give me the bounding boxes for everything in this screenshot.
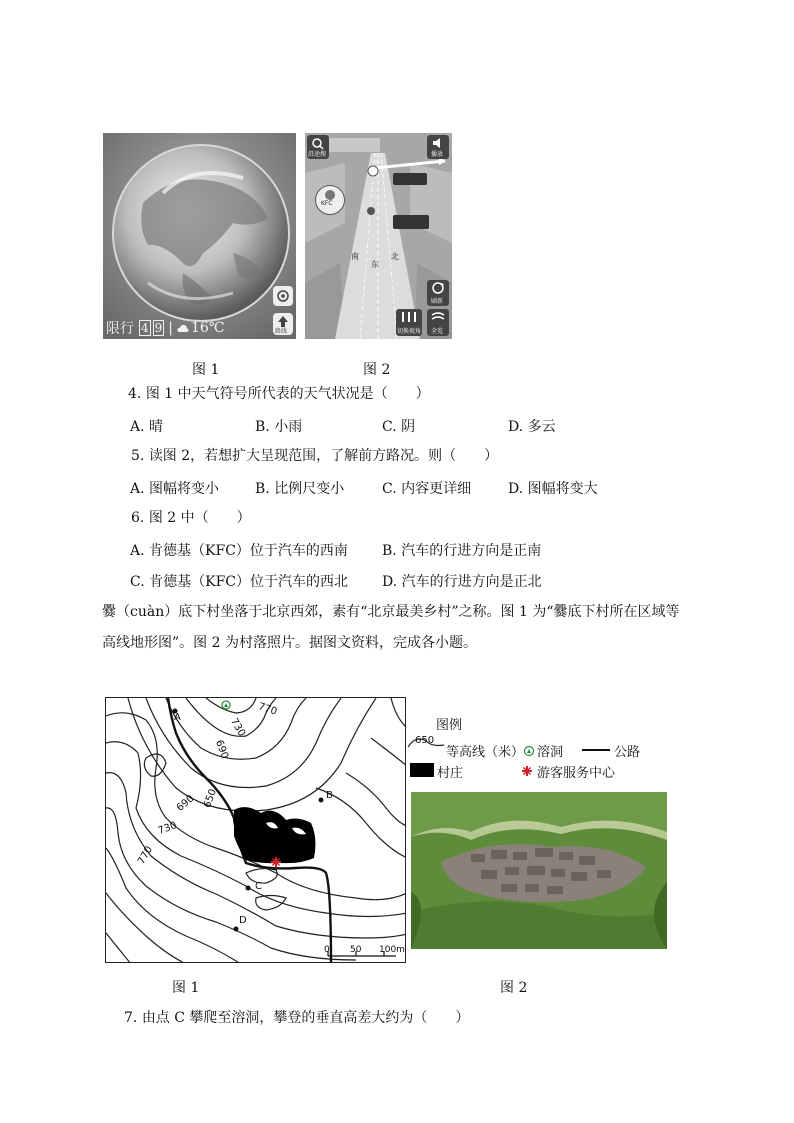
question-number: 7. [124, 1010, 138, 1026]
target-icon [273, 286, 293, 306]
option-label: C. [130, 574, 145, 590]
caption-top-fig2: 图 2 [363, 362, 391, 378]
option-text: 晴 [149, 419, 164, 435]
caption-bottom-fig1: 图 1 [172, 980, 200, 996]
kfc-marker[interactable] [315, 185, 345, 215]
option-text: 内容更详细 [401, 481, 472, 497]
q4-option-d[interactable] [508, 416, 556, 436]
legend-village: 村庄 [437, 766, 464, 781]
contour-label-690-left: 690 [174, 793, 197, 814]
legend-cave: 溶洞 [537, 745, 564, 760]
view-switch-icon [396, 309, 422, 325]
passage-line-2: 高线地形图”。图 2 为村落照片。据图文资料，完成各小题。 [102, 635, 477, 651]
option-label: B. [382, 543, 397, 559]
question-number: 4. [128, 386, 142, 402]
question-text: 由点 C 攀爬至溶洞，攀登的垂直高差大约为（ ） [141, 1010, 470, 1026]
question-number: 6. [131, 510, 145, 526]
switch-view-button[interactable] [396, 309, 422, 336]
passage-line-1: 爨（cuàn）底下村坐落于北京西郊，素有“北京最美乡村”之称。图 1 为“爨底下村所在区域等 [102, 604, 680, 620]
question-6 [131, 508, 251, 528]
option-text: 小雨 [274, 419, 303, 435]
refresh-icon [427, 280, 449, 296]
question-number: 5. [131, 448, 145, 464]
legend-visitor: 游客服务中心 [537, 766, 616, 781]
route-button[interactable] [273, 313, 293, 335]
compass-overlay [351, 249, 409, 269]
separator: | [168, 320, 173, 336]
restriction-digit: 9 [154, 321, 163, 335]
cloud-icon [177, 324, 189, 333]
q4-option-c[interactable] [382, 416, 415, 436]
legend-contour-value: 650 [415, 735, 435, 746]
restriction-label: 限行 [106, 321, 134, 337]
q5-option-a[interactable] [130, 478, 219, 498]
option-text: 肯德基（KFC）位于汽车的西北 [149, 574, 349, 590]
option-text: 图幅将变小 [149, 481, 220, 497]
village-photo [411, 792, 667, 949]
point-d-label: D [239, 915, 247, 926]
visitor-center-icon [271, 857, 281, 867]
visitor-center-icon [520, 764, 534, 778]
option-label: C. [382, 481, 397, 497]
restriction-digit: 4 [141, 321, 149, 335]
contour-label-650: 650 [202, 787, 219, 810]
question-text: 图 2 中（ ） [148, 510, 251, 526]
search-along-route-button[interactable] [307, 135, 329, 159]
option-label: C. [382, 419, 397, 435]
kfc-label: KFC [321, 200, 333, 207]
scale-tick-0: 0 [324, 945, 330, 955]
compass-east: 东 [371, 260, 379, 269]
weather-app-globe-screenshot [103, 133, 296, 339]
cave-icon [222, 701, 230, 709]
scale-tick-100: 100m [379, 945, 405, 955]
option-text: 肯德基（KFC）位于汽车的西南 [149, 543, 348, 559]
overview-icon [427, 309, 449, 325]
option-label: A. [130, 481, 145, 497]
contour-label-770: 770 [256, 701, 279, 718]
locate-button[interactable] [273, 286, 293, 306]
legend-village-symbol [410, 763, 434, 777]
option-text: 阴 [401, 419, 416, 435]
point-d-dot [234, 927, 239, 932]
question-7 [124, 1008, 469, 1028]
question-text: 图 1 中天气符号所代表的天气状况是（ ） [145, 386, 430, 402]
cave-icon [523, 745, 535, 757]
q6-option-b[interactable] [382, 540, 541, 560]
scale-tick-50: 50 [350, 945, 362, 955]
option-label: D. [382, 574, 398, 590]
q4-option-b[interactable] [255, 416, 302, 436]
overview-label: 全览 [431, 328, 444, 335]
option-label: B. [255, 419, 270, 435]
option-text: 汽车的行进方向是正南 [401, 543, 542, 559]
speaker-label: 播放 [431, 151, 444, 158]
point-c-label: C [255, 881, 262, 892]
legend-cave-symbol [523, 742, 535, 761]
point-b-label: B [326, 790, 333, 801]
refresh-label: 刷新 [431, 298, 444, 305]
contour-map [105, 697, 406, 963]
search-icon [307, 136, 329, 150]
legend-title: 图例 [436, 718, 463, 733]
navigation-app-screenshot [305, 133, 452, 339]
question-text: 读图 2，若想扩大呈现范围，了解前方路况。则（ ） [148, 448, 499, 464]
globe-image [103, 133, 296, 339]
option-text: 多云 [527, 419, 556, 435]
speaker-icon [427, 136, 449, 150]
contour-label-730-left: 730 [156, 820, 179, 837]
point-b-dot [319, 798, 324, 803]
speaker-button[interactable] [427, 135, 449, 159]
question-4 [128, 384, 430, 404]
contour-label-690: 690 [213, 738, 230, 761]
option-label: D. [508, 481, 524, 497]
restriction-bar [106, 319, 224, 337]
temperature: 16℃ [191, 320, 225, 336]
legend-road-symbol [582, 749, 610, 751]
refresh-button[interactable] [427, 280, 449, 306]
caption-bottom-fig2: 图 2 [500, 980, 528, 996]
q6-option-c[interactable] [130, 571, 348, 591]
q6-option-a[interactable] [130, 540, 348, 560]
search-label: 沿途搜 [308, 151, 327, 158]
caption-top-fig1: 图 1 [192, 362, 220, 378]
option-label: B. [255, 481, 270, 497]
point-a-label: A [174, 712, 181, 723]
contour-lines [106, 698, 406, 963]
option-label: D. [508, 419, 524, 435]
legend-contour: 等高线（米） [446, 745, 525, 760]
option-text: 比例尺变小 [274, 481, 345, 497]
q4-option-a[interactable] [130, 416, 163, 436]
question-5 [131, 446, 498, 466]
option-label: A. [130, 419, 145, 435]
option-text: 汽车的行进方向是正北 [401, 574, 542, 590]
legend-road: 公路 [614, 745, 641, 760]
overview-button[interactable] [427, 309, 449, 336]
contour-label-730: 730 [228, 716, 248, 739]
option-label: A. [130, 543, 145, 559]
kfc-logo-icon [316, 187, 344, 201]
q5-option-c[interactable] [382, 478, 471, 498]
route-label: 路线 [275, 328, 288, 335]
q5-option-b[interactable] [255, 478, 344, 498]
switch-view-label: 切换视角 [397, 328, 422, 335]
point-c-dot [246, 886, 251, 891]
legend-visitor-symbol [520, 763, 534, 782]
compass-south: 南 [351, 252, 359, 261]
contour-label-770-left: 770 [136, 844, 156, 867]
compass-north: 北 [391, 252, 399, 261]
option-text: 图幅将变大 [527, 481, 598, 497]
village-photo-image [411, 792, 667, 949]
q5-option-d[interactable] [508, 478, 598, 498]
q6-option-d[interactable] [382, 571, 542, 591]
